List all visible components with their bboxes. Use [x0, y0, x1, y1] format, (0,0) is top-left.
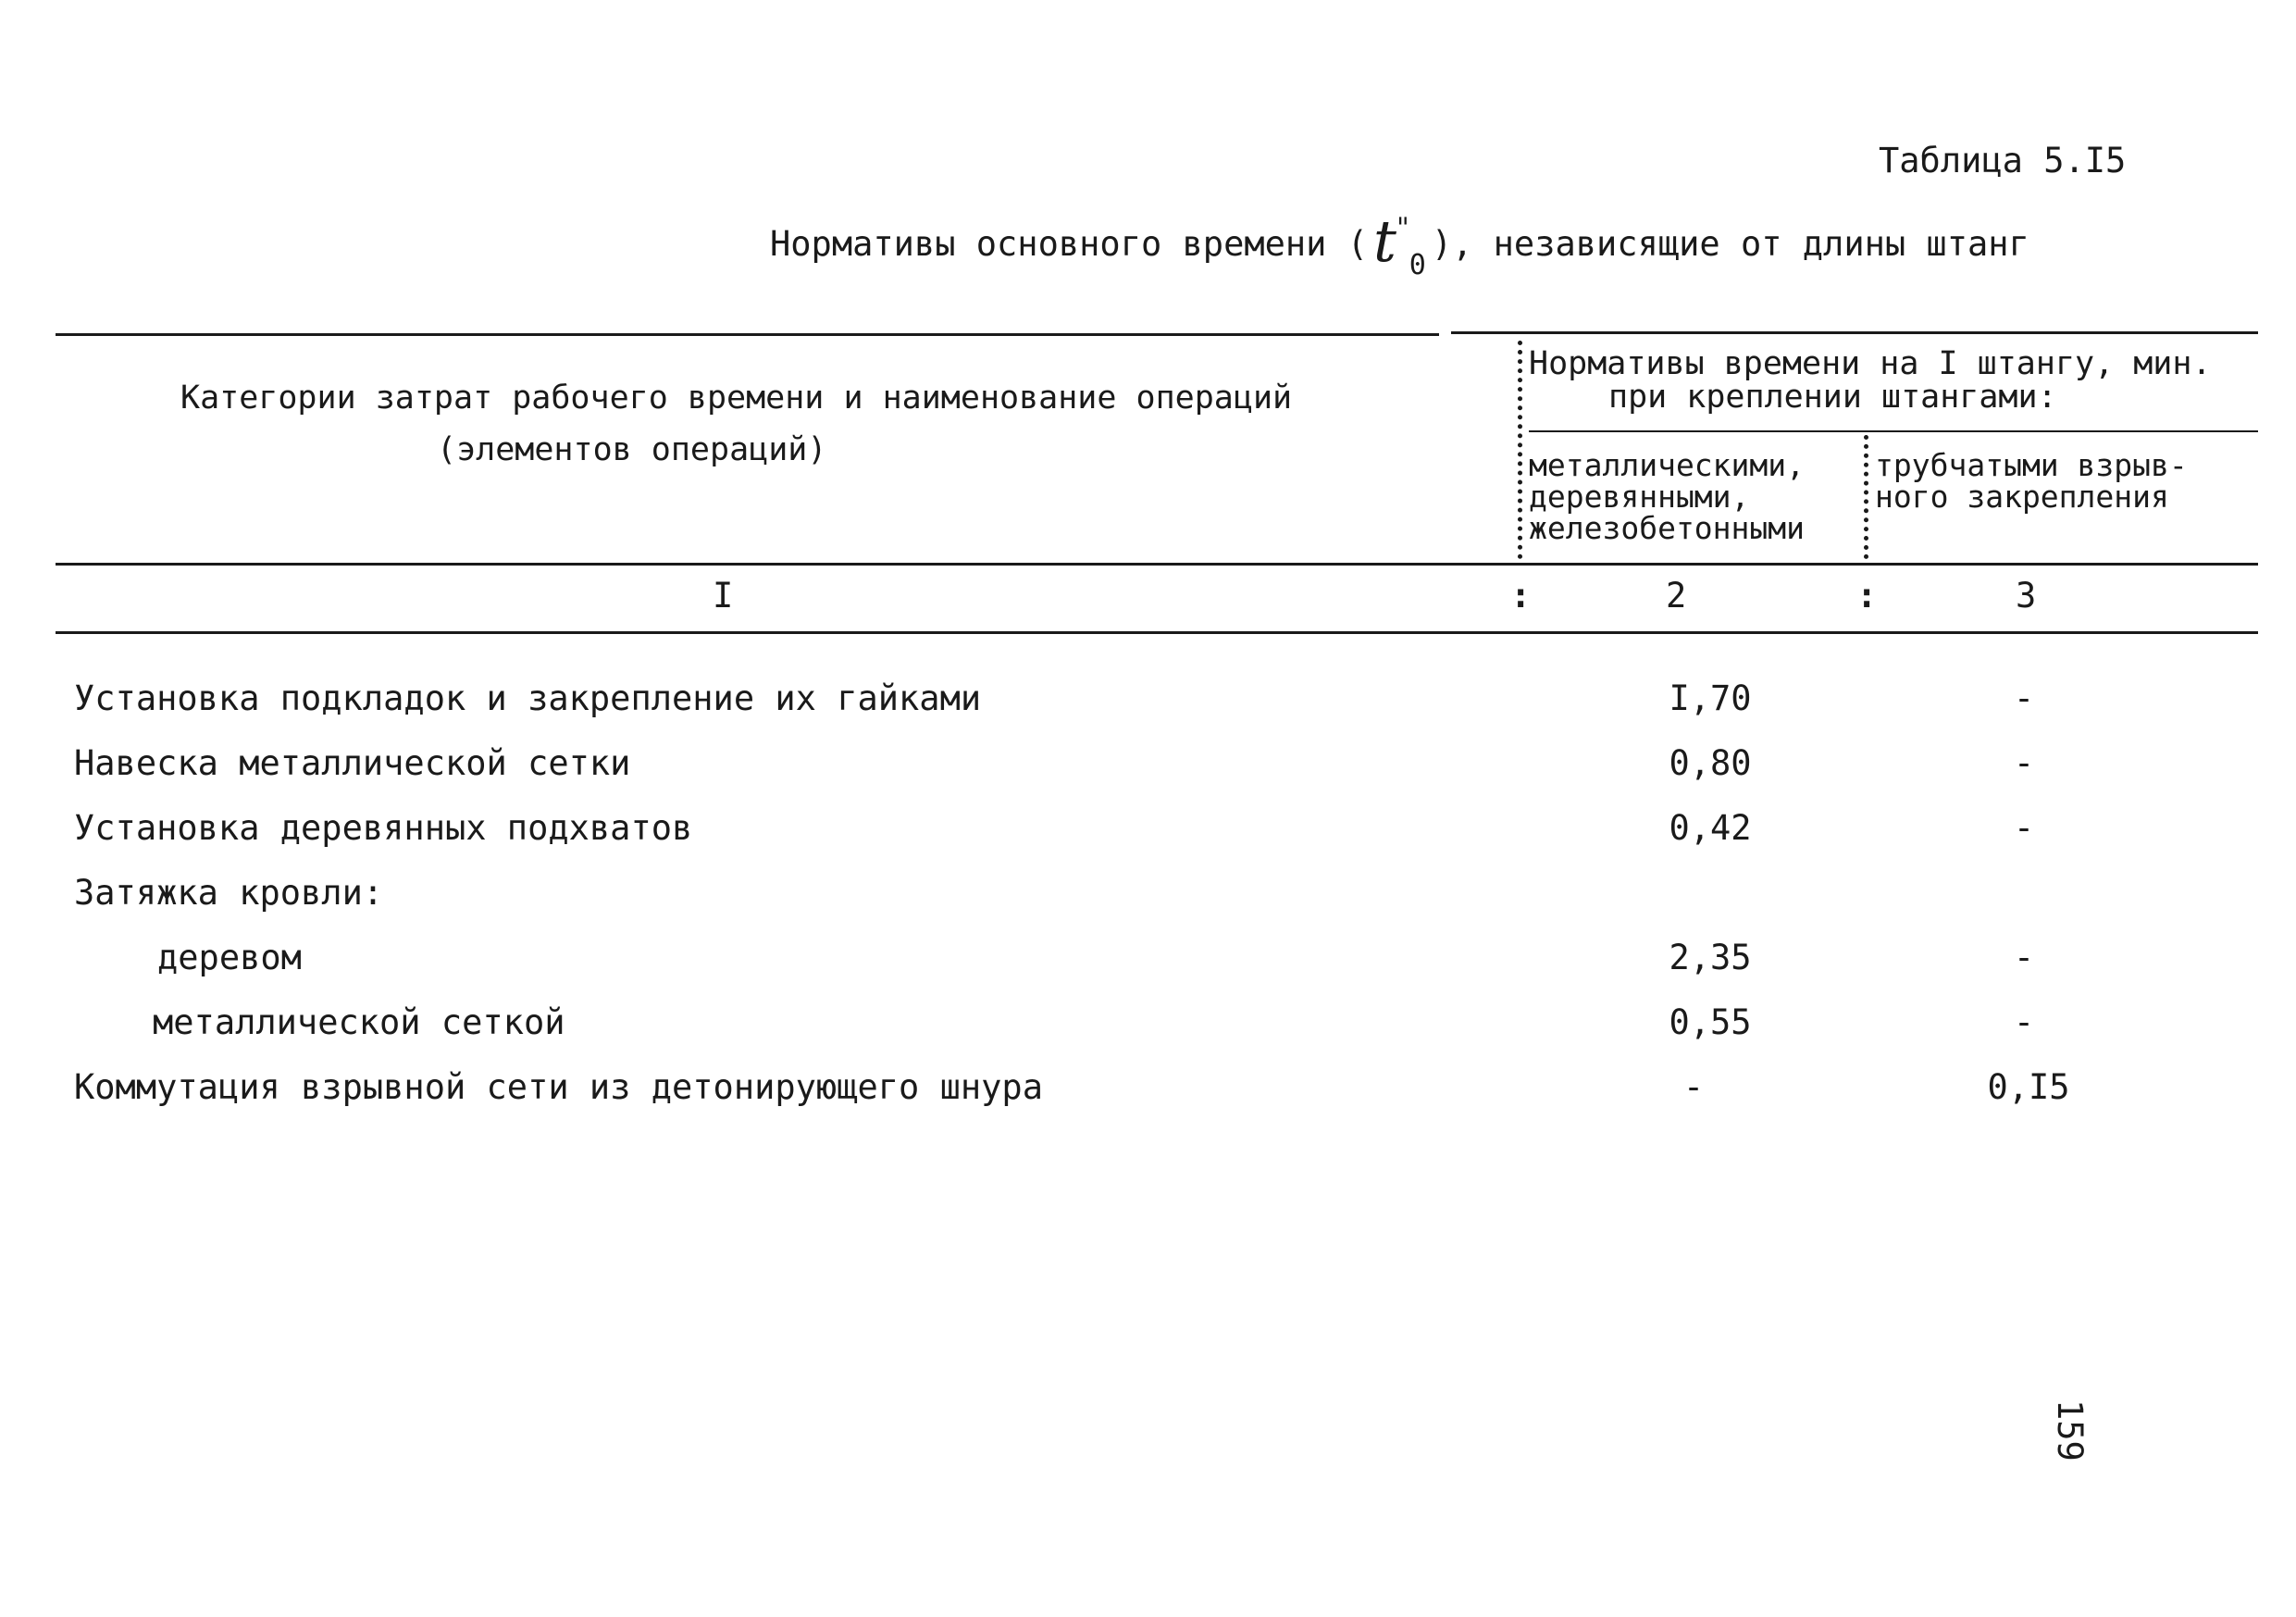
header-separator-1 [1518, 341, 1522, 559]
table-row-label-sub: деревом [157, 938, 302, 977]
column-number-1: I [713, 576, 734, 616]
table-cell-metal: 0,42 [1669, 808, 1752, 848]
title-prefix: Нормативы основного времени ( [770, 224, 1369, 264]
table-cell-metal: 0,80 [1669, 743, 1752, 783]
table-cell-tubular: - [2013, 938, 2035, 977]
table-cell-tubular: - [2013, 1002, 2035, 1042]
table-row-label: Коммутация взрывной сети из детонирующего шнура [74, 1067, 1043, 1107]
column-number-2: 2 [1666, 576, 1687, 616]
table-row-label-sub: металлической сеткой [153, 1002, 565, 1042]
header-separator-2 [1864, 435, 1868, 559]
header-col3-line2: ного закрепления [1875, 479, 2169, 515]
header-col3-line1: трубчатыми взрыв- [1875, 447, 2188, 483]
table-cell-metal: 0,55 [1669, 1002, 1752, 1042]
time-symbol-base: t [1373, 207, 1396, 275]
header-col2-line2: деревянными, [1529, 479, 1750, 515]
time-symbol [1373, 207, 1426, 281]
table-cell-tubular: - [2013, 808, 2035, 848]
table-number: Таблица 5.I5 [1879, 141, 2127, 180]
header-group-line2: при креплении штангами: [1608, 379, 2057, 416]
time-symbol-sup: " [1396, 212, 1409, 244]
time-symbol-sub: 0 [1409, 249, 1426, 281]
table-cell-tubular: - [2013, 743, 2035, 783]
header-col1-line1: Категории затрат рабочего времени и наименование операций [180, 379, 1293, 417]
top-rule-left [56, 333, 1439, 336]
table-row-label: Установка деревянных подхватов [74, 808, 693, 848]
numbering-separator-1: : [1510, 576, 1532, 616]
table-title [770, 207, 2029, 281]
column-number-3: 3 [2016, 576, 2037, 616]
header-bottom-rule [56, 563, 2258, 566]
top-rule-right [1451, 331, 2258, 334]
table-row-label: Установка подкладок и закрепление их гайками [74, 678, 982, 718]
header-col1-line2: (элементов операций) [437, 431, 827, 468]
page-number: 159 [2050, 1399, 2090, 1462]
title-suffix: ), независящие от длины штанг [1431, 224, 2029, 264]
table-row-label: Навеска металлической сетки [74, 743, 631, 783]
table-cell-tubular: - [2013, 678, 2035, 718]
header-col2-line3: железобетонными [1529, 510, 1806, 546]
numbering-bottom-rule [56, 631, 2258, 634]
table-cell-tubular: 0,I5 [1987, 1067, 2070, 1107]
header-group-line1: Нормативы времени на I штангу, мин. [1529, 345, 2212, 382]
header-col2-line1: металлическими, [1529, 447, 1806, 483]
table-cell-metal: - [1682, 1067, 1705, 1107]
table-row-label: Затяжка кровли: [74, 873, 384, 913]
table-cell-metal: 2,35 [1669, 938, 1752, 977]
table-cell-metal: I,70 [1669, 678, 1752, 718]
numbering-separator-2: : [1856, 576, 1878, 616]
subheader-rule [1529, 430, 2258, 432]
